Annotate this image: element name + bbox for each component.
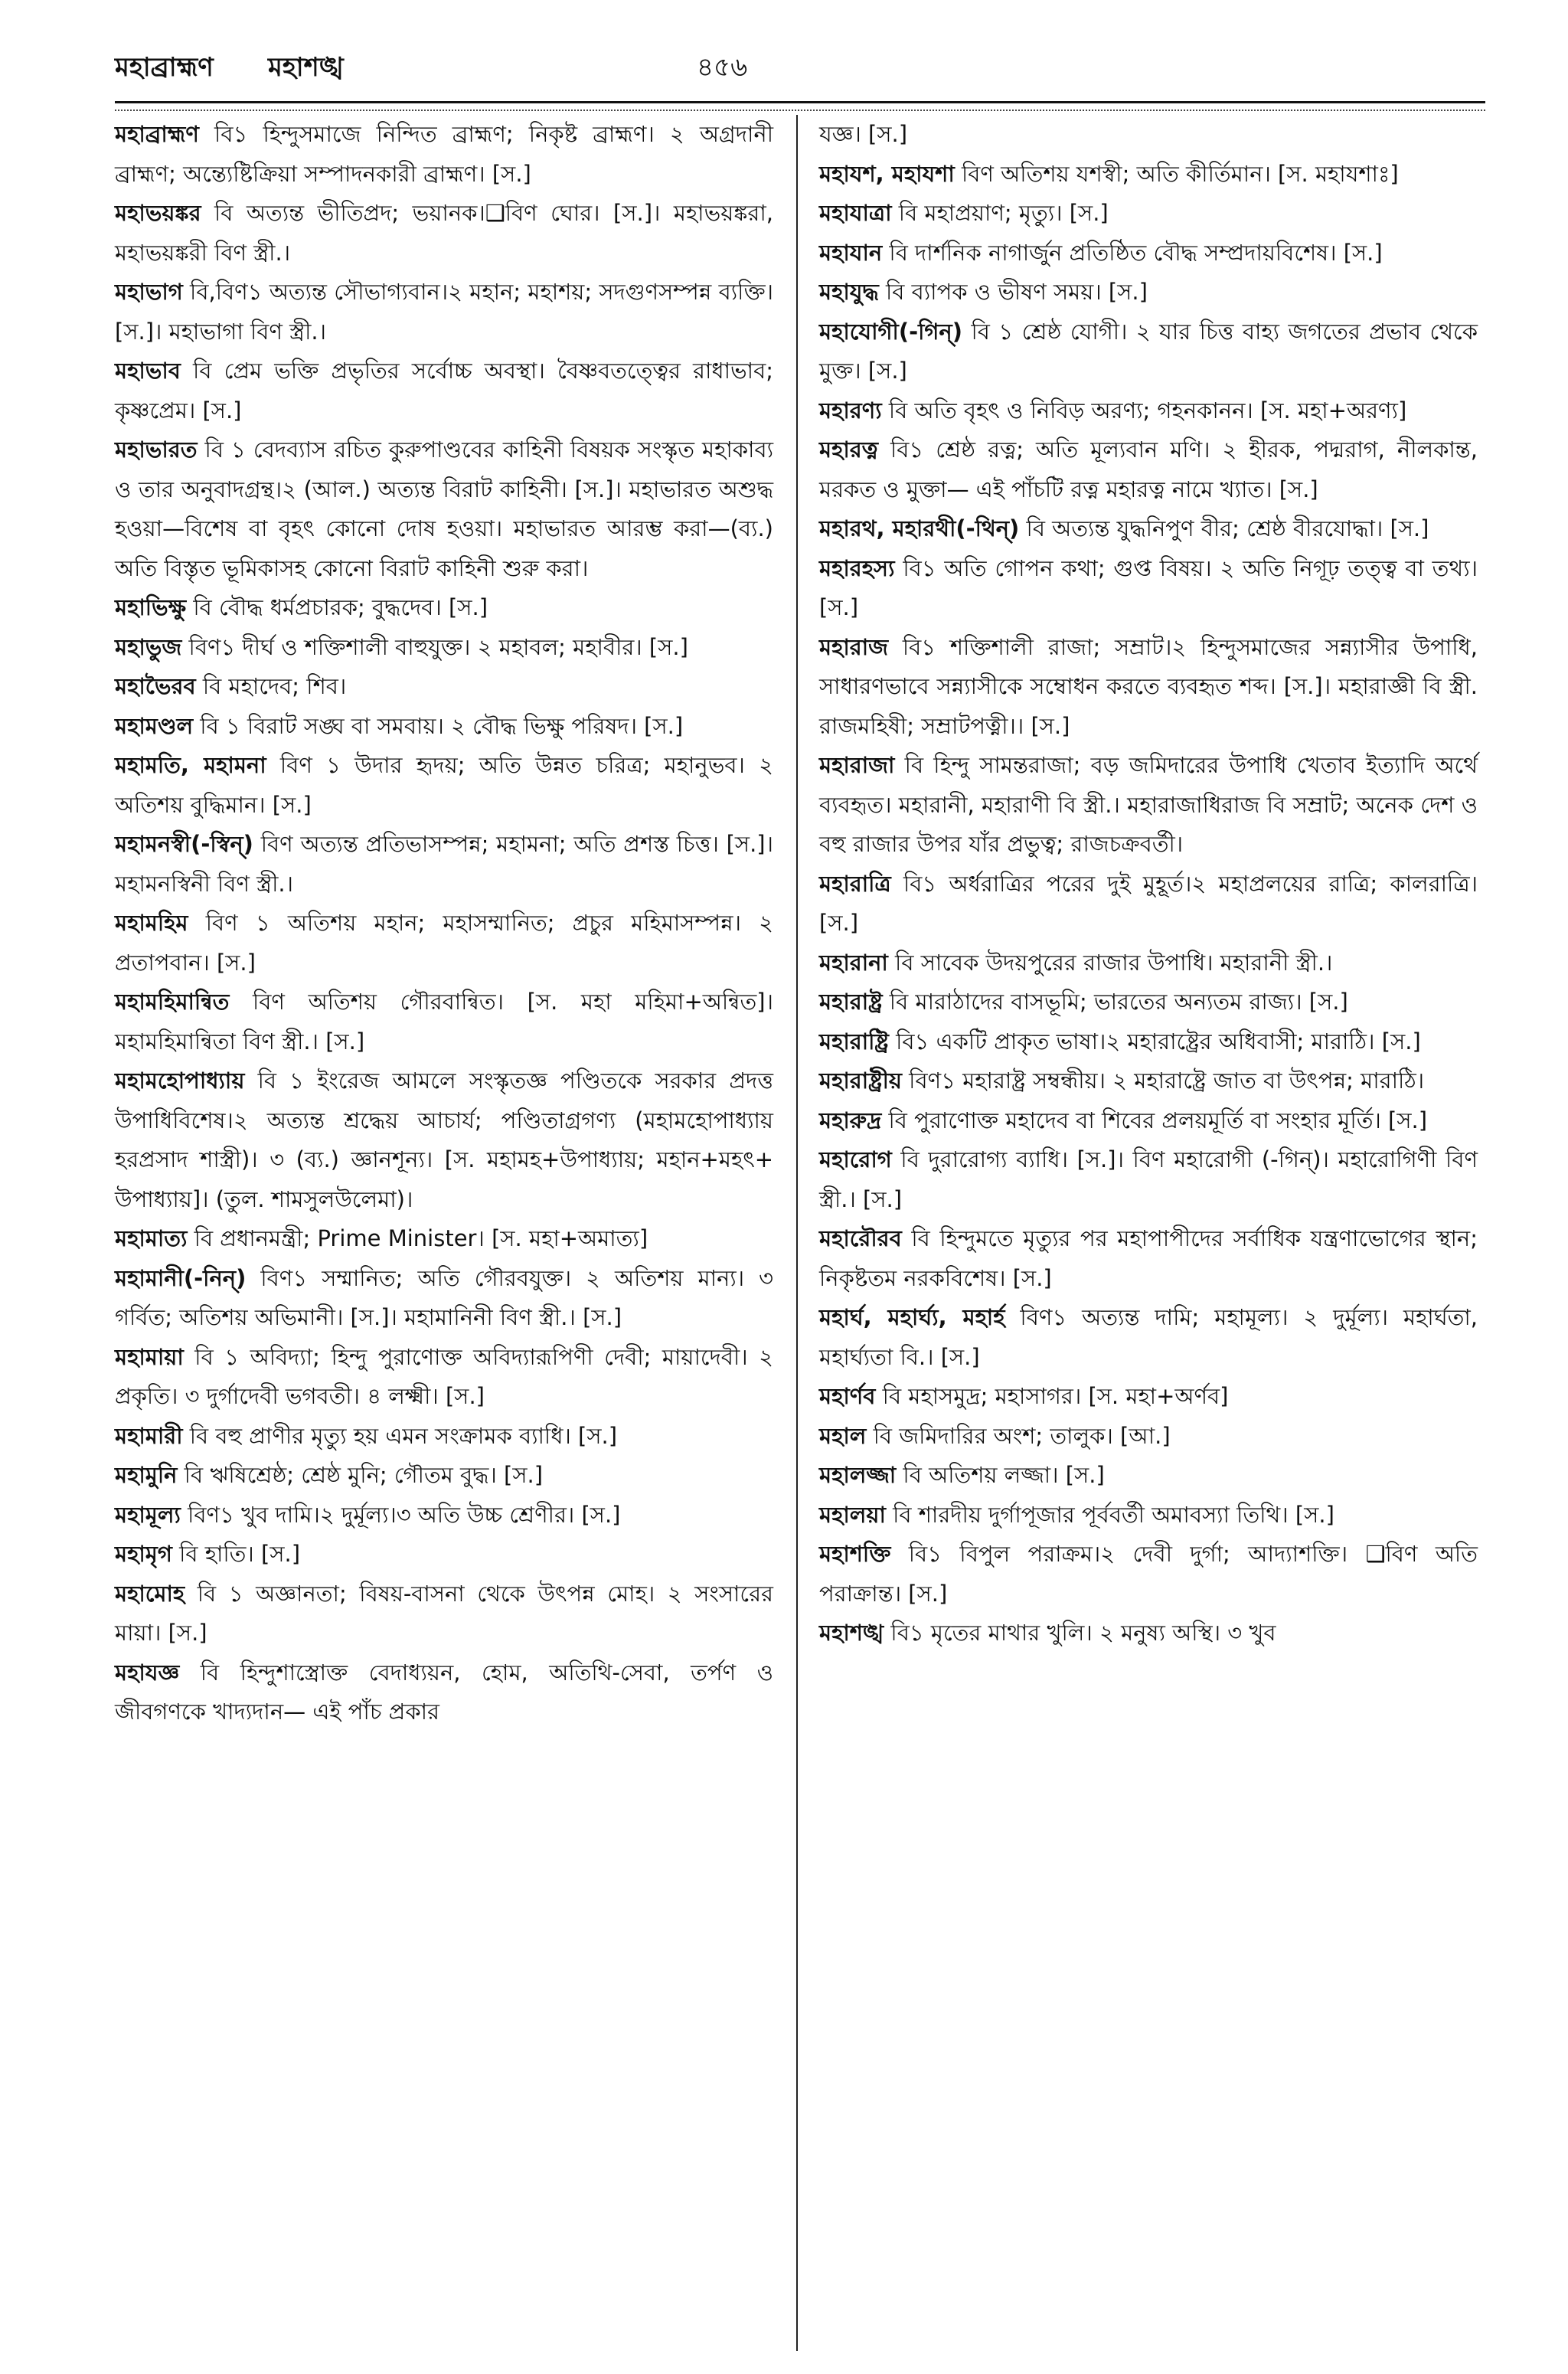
dictionary-entry: মহাযাত্রা বি মহাপ্রয়াণ; মৃত্যু। [স.] xyxy=(819,200,1109,226)
dictionary-entry: মহারহস্য বি১ অতি গোপন কথা; গুপ্ত বিষয়। ২ অতি নিগূঢ় তত্ত্ব বা তথ্য। [স.] xyxy=(819,554,1478,620)
dictionary-entry: মহার্ঘ, মহার্ঘ্য, মহার্হ বিণ১ অত্যন্ত দামি; মহামূল্য। ২ দুর্মূল্য। মহার্ঘতা, মহার্ঘ্যতা বি.। [স.] xyxy=(819,1304,1478,1370)
dictionary-entry: মহারাজা বি হিন্দু সামন্তরাজা; বড় জমিদারের উপাধি খেতাব ইত্যাদি অর্থে ব্যবহৃত। মহারানী, মহারাণী বি স্ত্রী.। মহারাজাধিরাজ বি সম্রাট; অনেক দেশ ও বহু রাজার উপর যাঁর প্রভুত্ব; রাজচক্রবর্তী। xyxy=(819,752,1478,857)
dictionary-entry: মহামায়া বি ১ অবিদ্যা; হিন্দু পুরাণোক্ত অবিদ্যারূপিণী দেবী; মায়াদেবী। ২ প্রকৃতি। ৩ দুর্গাদেবী ভগবতী। ৪ লক্ষ্মী। [স.] xyxy=(115,1343,773,1409)
dictionary-entry: মহারাষ্ট্র বি মারাঠাদের বাসভূমি; ভারতের অন্যতম রাজ্য। [স.] xyxy=(819,989,1348,1015)
dictionary-entry: মহামহিম বিণ ১ অতিশয় মহান; মহাসম্মানিত; প্রচুর মহিমাসম্পন্ন। ২ প্রতাপবান। [স.] xyxy=(115,910,773,976)
page-header xyxy=(115,47,1493,93)
dictionary-entry: মহামণ্ডল বি ১ বিরাট সঙ্ঘ বা সমবায়। ২ বৌদ্ধ ভিক্ষু পরিষদ। [স.] xyxy=(115,712,684,739)
dictionary-entry: মহাশঙ্খ বি১ মৃতের মাথার খুলি। ২ মনুষ্য অস্থি। ৩ খুব xyxy=(819,1620,1276,1646)
dictionary-entry: মহামহিমান্বিত বিণ অতিশয় গৌরবান্বিত। [স. মহা মহিমা+অন্বিত]। মহামহিমান্বিতা বিণ স্ত্রী.। [স.] xyxy=(115,989,773,1055)
left-column xyxy=(115,115,773,1732)
right-column xyxy=(819,115,1478,1653)
dictionary-entry: মহারুদ্র বি পুরাণোক্ত মহাদেব বা শিবের প্রলয়মূর্তি বা সংহার মূর্তি। [স.] xyxy=(819,1107,1428,1133)
dictionary-entry: মহারথ, মহারথী(-থিন্) বি অত্যন্ত যুদ্ধনিপুণ বীর; শ্রেষ্ঠ বীরযোদ্ধা। [স.] xyxy=(819,515,1429,541)
dictionary-entry: মহারাজ বি১ শক্তিশালী রাজা; সম্রাট।২ হিন্দুসমাজের সন্ন্যাসীর উপাধি, সাধারণভাবে সন্ন্যাসীকে সম্বোধন করতে ব্যবহৃত শব্দ। [স.]। মহারাজ্ঞী বি স্ত্রী. রাজমহিষী; সম্রাটপত্নী।। [স.] xyxy=(819,633,1478,739)
dictionary-entry: মহামৃগ বি হাতি। [স.] xyxy=(115,1541,301,1567)
dictionary-entry: মহারাষ্ট্রীয় বিণ১ মহারাষ্ট্র সম্বন্ধীয়। ২ মহারাষ্ট্রে জাত বা উৎপন্ন; মারাঠি। xyxy=(819,1068,1425,1094)
dictionary-entry: মহামারী বি বহু প্রাণীর মৃত্যু হয় এমন সংক্রামক ব্যাধি। [স.] xyxy=(115,1422,618,1449)
dictionary-entry: মহাযান বি দার্শনিক নাগার্জুন প্রতিষ্ঠিত বৌদ্ধ সম্প্রদায়বিশেষ। [স.] xyxy=(819,239,1383,266)
dictionary-entry: যজ্ঞ। [স.] xyxy=(819,121,908,147)
dictionary-entry: মহাভয়ঙ্কর বি অত্যন্ত ভীতিপ্রদ; ভয়ানক।❑বিণ ঘোর। [স.]। মহাভয়ঙ্করা, মহাভয়ঙ্করী বিণ স্ত্রী.। xyxy=(115,200,773,266)
dictionary-entry: মহারাষ্ট্রি বি১ একটি প্রাকৃত ভাষা।২ মহারাষ্ট্রের অধিবাসী; মারাঠি। [স.] xyxy=(819,1028,1421,1055)
dictionary-entry: মহাভাগ বি,বিণ১ অত্যন্ত সৌভাগ্যবান।২ মহান; মহাশয়; সদগুণসম্পন্ন ব্যক্তি। [স.]। মহাভাগা বিণ স্ত্রী.। xyxy=(115,279,773,345)
dictionary-entry: মহাভৈরব বি মহাদেব; শিব। xyxy=(115,673,347,699)
dictionary-entry: মহামানী(-নিন্) বিণ১ সম্মানিত; অতি গৌরবযুক্ত। ২ অতিশয় মান্য। ৩ গর্বিত; অতিশয় অভিমানী। [স.]। মহামানিনী বিণ স্ত্রী.। [স.] xyxy=(115,1264,773,1330)
page-number: ৪৫৬ xyxy=(697,52,748,83)
header-rule xyxy=(115,101,1485,111)
dictionary-entry: মহাব্রাহ্মণ বি১ হিন্দুসমাজে নিন্দিত ব্রাহ্মণ; নিকৃষ্ট ব্রাহ্মণ। ২ অগ্রদানী ব্রাহ্মণ; অন্ত্যেষ্টিক্রিয়া সম্পাদনকারী ব্রাহ্মণ। [স.] xyxy=(115,121,773,187)
dictionary-entry: মহাশক্তি বি১ বিপুল পরাক্রম।২ দেবী দুর্গা; আদ্যাশক্তি। ❑বিণ অতি পরাক্রান্ত। [স.] xyxy=(819,1541,1478,1607)
column-divider xyxy=(796,115,798,2351)
left-guide-word: মহাব্রাহ্মণ xyxy=(115,52,214,83)
dictionary-entry: মহাযোগী(-গিন্) বি ১ শ্রেষ্ঠ যোগী। ২ যার চিত্ত বাহ্য জগতের প্রভাব থেকে মুক্ত। [স.] xyxy=(819,318,1478,384)
dictionary-entry: মহারৌরব বি হিন্দুমতে মৃত্যুর পর মহাপাপীদের সর্বাধিক যন্ত্রণাভোগের স্থান; নিকৃষ্টতম নরকবিশেষ। [স.] xyxy=(819,1225,1478,1291)
dictionary-entry: মহাযুদ্ধ বি ব্যাপক ও ভীষণ সময়। [স.] xyxy=(819,279,1148,305)
right-guide-word: মহাশঙ্খ xyxy=(268,52,344,83)
dictionary-entry: মহাভিক্ষু বি বৌদ্ধ ধর্মপ্রচারক; বুদ্ধদেব। [স.] xyxy=(115,594,488,620)
dictionary-entry: মহামুনি বি ঋষিশ্রেষ্ঠ; শ্রেষ্ঠ মুনি; গৌতম বুদ্ধ। [স.] xyxy=(115,1462,544,1488)
dictionary-entry: মহালয়া বি শারদীয় দুর্গাপূজার পূর্ববর্তী অমাবস্যা তিথি। [স.] xyxy=(819,1501,1334,1528)
dictionary-entry: মহারানা বি সাবেক উদয়পুরের রাজার উপাধি। মহারানী স্ত্রী.। xyxy=(819,949,1333,976)
dictionary-entry: মহাযশ, মহাযশা বিণ অতিশয় যশস্বী; অতি কীর্তিমান। [স. মহাযশাঃ] xyxy=(819,160,1399,187)
dictionary-entry: মহাভুজ বিণ১ দীর্ঘ ও শক্তিশালী বাহুযুক্ত। ২ মহাবল; মহাবীর। [স.] xyxy=(115,633,688,660)
dictionary-entry: মহাভারত বি ১ বেদব্যাস রচিত কুরুপাণ্ডবের কাহিনী বিষয়ক সংস্কৃত মহাকাব্য ও তার অনুবাদগ্রন্থ।২ (আল.) অত্যন্ত বিরাট কাহিনী। [স.]। মহাভারত অশুদ্ধ হওয়া—বিশেষ বা বৃহৎ কোনো দোষ হওয়া। মহাভারত আরম্ভ করা—(ব্য.) অতি বিস্তৃত ভূমিকাসহ কোনো বিরাট কাহিনী শুরু করা। xyxy=(115,437,773,581)
dictionary-entry: মহাভাব বি প্রেম ভক্তি প্রভৃতির সর্বোচ্চ অবস্থা। বৈষ্ণবতত্ত্বের রাধাভাব; কৃষ্ণপ্রেম। [স.] xyxy=(115,358,773,423)
dictionary-entry: মহার্ণব বি মহাসমুদ্র; মহাসাগর। [স. মহা+অর্ণব] xyxy=(819,1383,1229,1409)
dictionary-entry: মহাযজ্ঞ বি হিন্দুশাস্ত্রোক্ত বেদাধ্যয়ন, হোম, অতিথি-সেবা, তর্পণ ও জীবগণকে খাদ্যদান— এই পাঁচ প্রকার xyxy=(115,1659,773,1725)
dictionary-entry: মহারোগ বি দুরারোগ্য ব্যাধি। [স.]। বিণ মহারোগী (-গিন্)। মহারোগিণী বিণ স্ত্রী.। [স.] xyxy=(819,1146,1478,1212)
dictionary-entry: মহাল বি জমিদারির অংশ; তালুক। [আ.] xyxy=(819,1422,1171,1449)
dictionary-entry: মহারাত্রি বি১ অর্ধরাত্রির পরের দুই মুহূর্ত।২ মহাপ্রলয়ের রাত্রি; কালরাত্রি। [স.] xyxy=(819,870,1478,936)
dictionary-entry: মহামাত্য বি প্রধানমন্ত্রী; Prime Minister। [স. মহা+অমাত্য] xyxy=(115,1225,648,1251)
dictionary-entry: মহামূল্য বিণ১ খুব দামি।২ দুর্মূল্য।৩ অতি উচ্চ শ্রেণীর। [স.] xyxy=(115,1501,621,1528)
dictionary-entry: মহামতি, মহামনা বিণ ১ উদার হৃদয়; অতি উন্নত চরিত্র; মহানুভব। ২ অতিশয় বুদ্ধিমান। [স.] xyxy=(115,752,773,818)
dictionary-entry: মহালজ্জা বি অতিশয় লজ্জা। [স.] xyxy=(819,1462,1105,1488)
dictionary-entry: মহারণ্য বি অতি বৃহৎ ও নিবিড় অরণ্য; গহনকানন। [স. মহা+অরণ্য] xyxy=(819,397,1407,423)
dictionary-entry: মহারত্ন বি১ শ্রেষ্ঠ রত্ন; অতি মূল্যবান মণি। ২ হীরক, পদ্মরাগ, নীলকান্ত, মরকত ও মুক্তা— এই পাঁচটি রত্ন মহারত্ন নামে খ্যাত। [স.] xyxy=(819,437,1478,502)
dictionary-entry: মহামনস্বী(-স্বিন্) বিণ অত্যন্ত প্রতিভাসম্পন্ন; মহামনা; অতি প্রশস্ত চিত্ত। [স.]। মহামনস্বিনী বিণ স্ত্রী.। xyxy=(115,831,773,897)
dictionary-entry: মহামোহ বি ১ অজ্ঞানতা; বিষয়-বাসনা থেকে উৎপন্ন মোহ। ২ সংসারের মায়া। [স.] xyxy=(115,1580,773,1646)
dictionary-entry: মহামহোপাধ্যায় বি ১ ইংরেজ আমলে সংস্কৃতজ্ঞ পণ্ডিতকে সরকার প্রদত্ত উপাধিবিশেষ।২ অত্যন্ত শ্রদ্ধেয় আচার্য; পণ্ডিতাগ্রগণ্য (মহামহোপাধ্যায় হরপ্রসাদ শাস্ত্রী)। ৩ (ব্য.) জ্ঞানশূন্য। [স. মহামহ+উপাধ্যায়; মহান+মহৎ+ উপাধ্যায়]। (তুল. শামসুলউলেমা)। xyxy=(115,1068,773,1212)
